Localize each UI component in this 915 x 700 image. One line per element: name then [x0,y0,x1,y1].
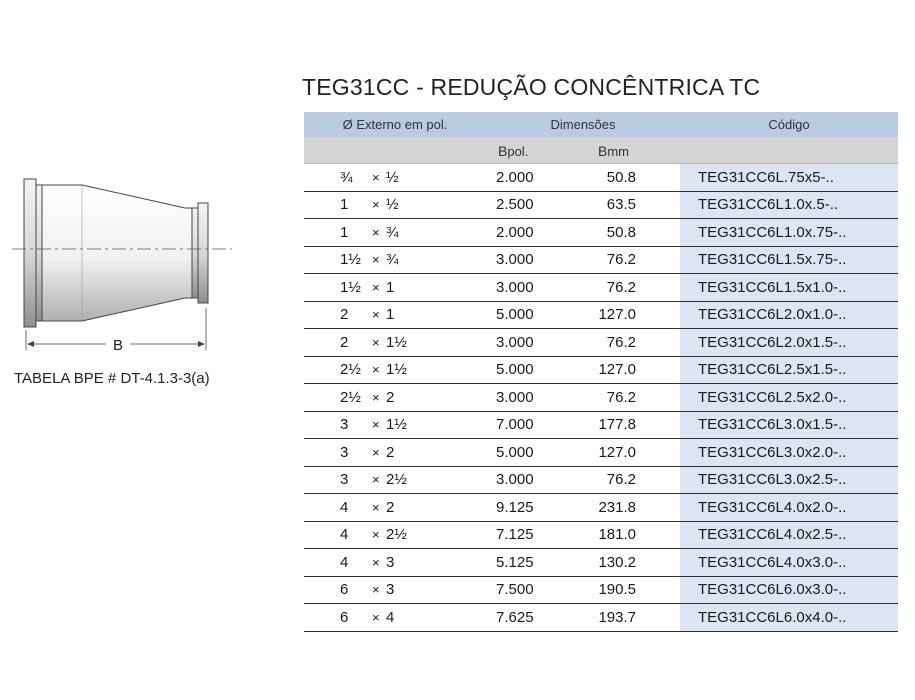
table-row [304,439,898,467]
table-row [304,219,898,247]
b-pol-value: 9.125 [496,498,534,516]
dimension-label: B [112,337,124,354]
b-pol-value: 7.625 [496,608,534,626]
b-mm-value: 76.2 [606,388,636,406]
b-mm-value: 190.5 [598,581,636,599]
b-mm-value: 50.8 [606,223,636,241]
b-pol-value: 7.000 [496,416,534,434]
size-cell: 1½ × ¾ [340,251,399,269]
code-cell: TEG31CC6L6.0x4.0-.. [680,604,898,631]
dimension-cell [486,604,680,631]
table-row [304,549,898,577]
table-row [304,274,898,302]
table-body [304,164,898,632]
dimension-cell [486,219,680,246]
table-row [304,494,898,522]
dimension-cell [486,357,680,384]
table-row [304,412,898,440]
b-pol-value: 3.000 [496,278,534,296]
size-cell: 1½ × 1 [340,278,395,296]
b-mm-value: 127.0 [598,361,636,379]
b-mm-value: 76.2 [606,278,636,296]
table-row [304,357,898,385]
code-cell: TEG31CC6L1.5x1.0-.. [680,274,898,301]
b-mm-value: 193.7 [598,608,636,626]
page-title: TEG31CC - REDUÇÃO CONCÊNTRICA TC [302,74,761,100]
b-pol-value: 2.000 [496,223,534,241]
header-code: Código [768,117,810,132]
size-cell: 4 × 2½ [340,526,407,544]
b-mm-value: 76.2 [606,333,636,351]
dimension-cell [486,467,680,494]
table-row [304,192,898,220]
table-row [304,384,898,412]
dimension-cell [486,522,680,549]
size-cell: 3 × 1½ [340,416,407,434]
b-mm-value: 50.8 [606,168,636,186]
table-row [304,247,898,275]
dimension-cell [486,494,680,521]
b-mm-value: 127.0 [598,443,636,461]
table-row [304,467,898,495]
size-cell: 2 × 1 [340,306,395,324]
code-cell: TEG31CC6L2.0x1.5-.. [680,329,898,356]
size-cell: 3 × 2 [340,443,395,461]
size-cell: 4 × 3 [340,553,395,571]
code-cell: TEG31CC6L3.0x2.5-.. [680,467,898,494]
b-pol-value: 5.000 [496,443,534,461]
b-mm-value: 63.5 [606,196,636,214]
size-cell: 6 × 3 [340,581,395,599]
dimension-cell [486,549,680,576]
code-cell: TEG31CC6L6.0x3.0-.. [680,577,898,604]
header-outer-diameter: Ø Externo em pol. [342,117,448,132]
dimension-cell [486,192,680,219]
b-mm-value: 76.2 [606,471,636,489]
subheader-b-pol: Bpol. [498,143,529,159]
code-cell: TEG31CC6L3.0x2.0-.. [680,439,898,466]
b-pol-value: 7.125 [496,526,534,544]
header-dimensions: Dimensões [550,117,616,132]
dimension-cell [486,439,680,466]
size-cell: 3 × 2½ [340,471,407,489]
subheader-b-mm: Bmm [598,143,630,159]
code-cell: TEG31CC6L1.0x.75-.. [680,219,898,246]
dimension-cell [486,329,680,356]
small-ferrule [198,203,208,303]
b-pol-value: 2.500 [496,196,534,214]
b-mm-value: 130.2 [598,553,636,571]
table-row [304,164,898,192]
b-mm-value: 177.8 [598,416,636,434]
dimension-cell [486,577,680,604]
code-cell: TEG31CC6L2.5x1.5-.. [680,357,898,384]
code-cell: TEG31CC6L2.0x1.0-.. [680,302,898,329]
dimension-cell [486,164,680,191]
b-pol-value: 7.500 [496,581,534,599]
b-pol-value: 3.000 [496,471,534,489]
dimension-cell [486,384,680,411]
size-cell: 2½ × 1½ [340,361,407,379]
b-mm-value: 76.2 [606,251,636,269]
b-mm-value: 127.0 [598,306,636,324]
table-row [304,604,898,632]
table-row [304,522,898,550]
large-ferrule [24,179,36,327]
dimension-cell [486,247,680,274]
table-header-row [304,112,898,137]
size-cell: 2½ × 2 [340,388,395,406]
reducer-drawing [10,170,240,370]
table-row [304,329,898,357]
dimensions-table [304,112,898,632]
code-cell: TEG31CC6L4.0x2.0-.. [680,494,898,521]
code-cell: TEG31CC6L1.0x.5-.. [680,192,898,219]
table-row [304,302,898,330]
code-cell: TEG31CC6L.75x5-.. [680,164,898,191]
size-cell: ¾ × ½ [340,168,399,186]
size-cell: 2 × 1½ [340,333,407,351]
b-mm-value: 181.0 [598,526,636,544]
b-pol-value: 3.000 [496,333,534,351]
dimension-cell [486,274,680,301]
code-cell: TEG31CC6L4.0x2.5-.. [680,522,898,549]
code-cell: TEG31CC6L3.0x1.5-.. [680,412,898,439]
table-reference-caption: TABELA BPE # DT-4.1.3-3(a) [14,370,210,387]
b-pol-value: 5.125 [496,553,534,571]
size-cell: 6 × 4 [340,608,395,626]
code-cell: TEG31CC6L2.5x2.0-.. [680,384,898,411]
code-cell: TEG31CC6L1.5x.75-.. [680,247,898,274]
b-pol-value: 3.000 [496,251,534,269]
b-pol-value: 2.000 [496,168,534,186]
size-cell: 4 × 2 [340,498,395,516]
dimension-cell [486,302,680,329]
dimension-cell [486,412,680,439]
size-cell: 1 × ½ [340,196,399,214]
reducer-body [42,185,192,321]
size-cell: 1 × ¾ [340,223,399,241]
table-subheader-row [304,137,898,164]
b-mm-value: 231.8 [598,498,636,516]
b-pol-value: 5.000 [496,306,534,324]
table-row [304,577,898,605]
code-cell: TEG31CC6L4.0x3.0-.. [680,549,898,576]
b-pol-value: 3.000 [496,388,534,406]
b-pol-value: 5.000 [496,361,534,379]
